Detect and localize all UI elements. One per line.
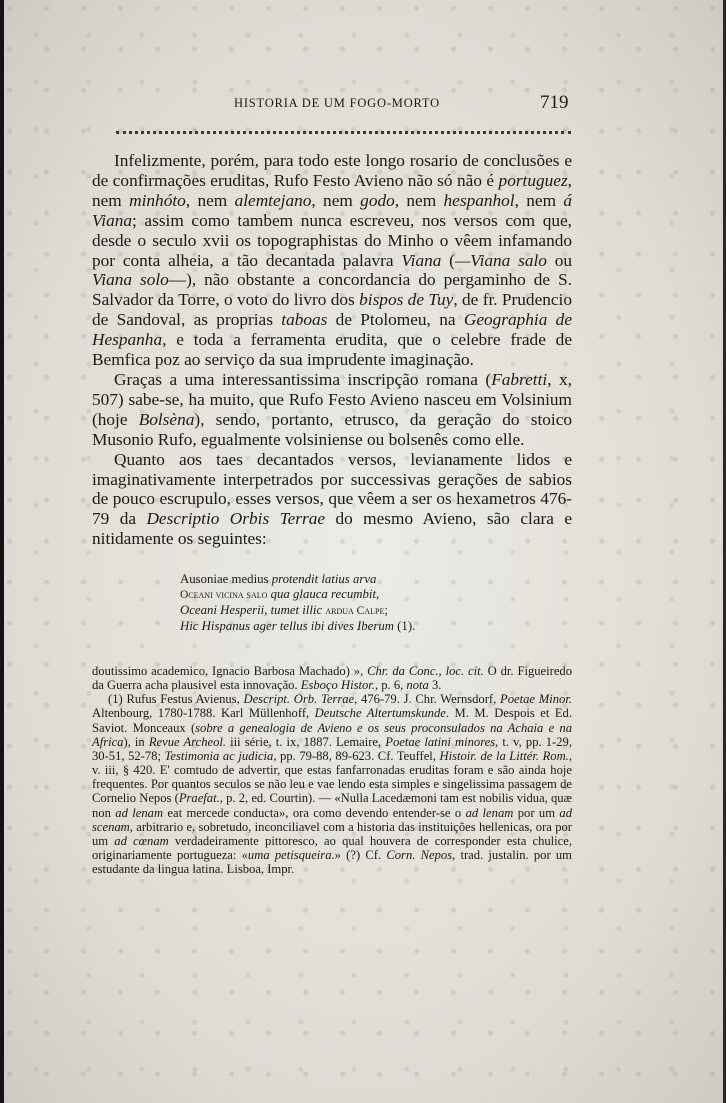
text-run: iii série, t. ix, 1887. Lemaire, — [226, 734, 386, 749]
italic-run: minhóto — [129, 190, 186, 210]
italic-run: taboas — [281, 310, 328, 330]
text-run: Quanto aos taes decantados versos, levianamente lidos e imaginativamente interpetrados por successivas gerações de sabios de pouco escrupulo, esses versos, que vêem a ser os hexametros 476-79 da — [92, 449, 572, 529]
text-run: ), in — [123, 734, 149, 749]
text-run: .» (?) Cf. — [331, 848, 387, 863]
text-run: —), não obstante a concordancia do pergaminho de S. Salvador da Torre, o voto do livro dos — [92, 270, 572, 310]
text-run: , e toda a ferramenta erudita, que o celebre frade de Bemfica poz ao serviço da sua imprudente imaginação. — [92, 330, 572, 370]
italic-run: hespanhol — [443, 190, 515, 210]
italic-run: sobre a genealogia de Avieno e os seus proconsulados na Achaia e na Africa — [92, 720, 572, 749]
verse-line — [180, 587, 510, 603]
footnote-continuation — [92, 664, 572, 692]
text-run: , nem — [514, 190, 564, 210]
italic-run: ad scenam — [92, 805, 572, 834]
text-run: ( — [441, 250, 455, 270]
small-caps-run: Oceani vicina salo — [180, 589, 268, 601]
italic-run: á Viana — [92, 190, 573, 230]
text-run: ou — [546, 250, 573, 270]
text-run: , nem — [311, 190, 361, 210]
italic-run: Descript. Orb. Terrae — [243, 692, 355, 707]
text-run: verdadeiramente pittoresco, ao qual houvera de corresponder esta chulice, originariamente portugueza: « — [92, 833, 572, 863]
italic-run: ad lenam — [465, 805, 514, 820]
italic-run: Testimonia ac judicia — [164, 748, 274, 763]
text-run: , arbitrario e, sobretudo, inconciliavel com a historia das instituições hellenicas, ora por um — [92, 819, 572, 848]
italic-run: Chr. da Conc., loc. cit. — [367, 664, 484, 678]
italic-run: Oceani Hesperii, tumet illic — [180, 603, 323, 617]
italic-run: Poetae latini minores — [385, 734, 496, 749]
italic-run: alemtejano — [234, 190, 312, 210]
text-run: por um — [513, 805, 560, 820]
italic-run: qua glauca recumbit — [270, 587, 377, 601]
text-run: Infelizmente, porém, para todo este longo rosario de conclusões e de confirmações eruditas, Rufo Festo Avieno não só não é — [92, 151, 572, 190]
dotted-rule-divider — [116, 131, 571, 134]
text-run: ), sendo, portanto, etrusco, da geração do stoico Musonio Rufo, egualmente volsiniense ou bolsenês como elle. — [92, 409, 572, 449]
italic-run: portuguez — [498, 170, 568, 190]
text-run: Altenbourg, 1780-1788. Karl Müllenhoff, — [92, 706, 315, 721]
italic-run: Geographia de Hespanha — [92, 310, 572, 350]
italic-run: Revue Archeol. — [148, 734, 227, 749]
text-run: , nem — [394, 190, 444, 210]
italic-run: Viana — [401, 250, 442, 270]
footnote-1 — [92, 692, 572, 876]
italic-run: Viana solo — [92, 270, 169, 290]
italic-run: Hic Hispanus ager tellus ibi dives Iberum — [180, 619, 394, 633]
running-head-title: HISTORIA DE UM FOGO-MORTO — [234, 96, 440, 110]
italic-run: nota — [406, 678, 429, 693]
paragraph — [92, 151, 572, 370]
text-run: , nem — [185, 190, 235, 210]
text-run: , de fr. Prudencio de Sandoval, as proprias — [92, 290, 572, 330]
text-run: , t. v, pp. 1-29, 30-51, 52-78; — [92, 734, 572, 763]
text-run: , 476-79. J. Chr. Wernsdorf, — [354, 692, 501, 707]
small-caps-run: ardua Calpe — [325, 605, 385, 617]
text-run: , trad. justalin. por um estudante da lingua latina. Lisboa, Impr. — [92, 848, 572, 877]
text-run: (1). — [393, 619, 416, 633]
italic-run: Histoir. de la Littér. Rom. — [439, 748, 569, 763]
italic-run: Esboço Histor. — [300, 678, 375, 693]
italic-run: Descriptio Orbis Terrae — [146, 509, 326, 529]
text-run: , v. iii, § 420. E' comtudo de advertir, que estas fanfarronadas eruditas foram e são ainda hoje frequentes. Por quantos seculos se não leu e vae lendo esta simples e singelissima passagem de Cornelio Nepos ( — [92, 748, 572, 806]
italic-run: Fabretti — [491, 369, 548, 389]
italic-run: Corn. Nepos — [386, 848, 453, 863]
text-run: . M. M. Despois et Ed. Saviot. Monceaux ( — [92, 706, 573, 735]
italic-run: Deutsche Altertumskunde — [314, 706, 446, 721]
text-run: ; — [384, 603, 388, 617]
italic-run: ad lenam — [115, 805, 164, 820]
text-run: , nem — [92, 170, 572, 210]
paragraph — [92, 370, 572, 450]
running-head — [4, 92, 726, 118]
italic-run: Bolsèna — [138, 409, 195, 429]
text-run: , x, 507) sabe-se, ha muito, que Rufo Festo Avieno nasceu em Volsinium (hoje — [92, 369, 572, 429]
text-run: eat mercede conducta», ora como devendo entender-se o — [163, 805, 466, 820]
italic-run: godo — [360, 190, 395, 210]
italic-run: uma petisqueira — [247, 848, 332, 863]
verse-line — [180, 603, 510, 619]
verse-line — [180, 619, 510, 634]
text-run: 3. — [428, 678, 442, 693]
italic-run: —Viana salo — [454, 250, 547, 270]
text-run: O dr. Figueiredo da Guerra acha plausivel esta innovação. — [92, 664, 573, 693]
footnotes — [92, 664, 572, 876]
italic-run: protendit latius arva — [271, 572, 377, 586]
italic-run: Poetae Minor. — [500, 692, 572, 707]
verse-line — [180, 572, 510, 587]
text-run: , p. 2, ed. Courtin). — «Nulla Lacedæmoni tam est nobilis vidua, quæ non — [92, 791, 572, 820]
text-run: de Ptolomeu, na — [327, 310, 464, 330]
text-run: , pp. 79-88, 89-623. Cf. Teuffel, — [273, 748, 440, 763]
main-text — [92, 151, 572, 549]
italic-run: ad cœnam — [114, 833, 169, 848]
text-run: , p. 6, — [374, 678, 407, 693]
text-run: Ausoniae medius — [180, 572, 272, 586]
latin-verse-quote — [180, 572, 510, 634]
text-run: (1) Rufus Festus Avienus, — [108, 692, 244, 707]
text-run: , — [376, 587, 380, 601]
paragraph — [92, 450, 572, 550]
text-run: do mesmo Avieno, são clara e nitidamente os seguintes: — [92, 509, 572, 549]
text-run: doutissimo academico, Ignacio Barbosa Machado) », — [92, 664, 368, 678]
italic-run: bispos de Tuy — [359, 290, 454, 310]
italic-run: Praefat. — [178, 791, 220, 806]
text-run: ; assim como tambem nunca escreveu, nos versos com que, desde o seculo xvii os topographistas do Minho o vêem infamando por conta alheia, a tão decantada palavra — [92, 210, 572, 270]
page-number: 719 — [540, 92, 569, 113]
text-run: Graças a uma interessantissima inscripção romana ( — [114, 369, 492, 389]
